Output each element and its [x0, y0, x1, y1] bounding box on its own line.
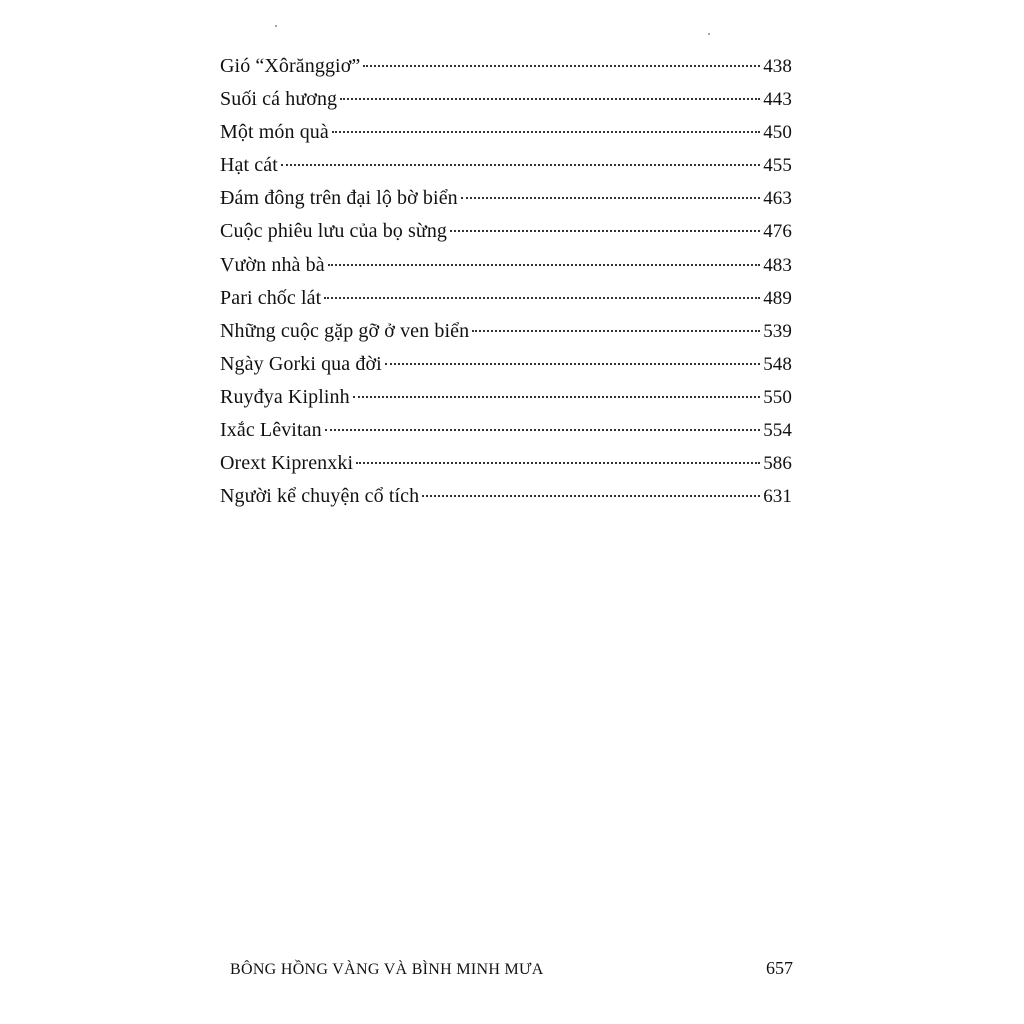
- toc-entry: [220, 83, 792, 116]
- toc-entry: [220, 182, 792, 215]
- dot-leader: [332, 131, 760, 133]
- toc-entry-page: 438: [763, 56, 792, 77]
- dot-leader: [422, 495, 760, 497]
- toc-entry-title: Ixắc Lêvitan: [220, 419, 322, 442]
- dot-leader: [472, 330, 760, 332]
- toc-entry-page: 554: [763, 420, 792, 442]
- toc-entry-title: Suối cá hương: [220, 88, 338, 111]
- toc-entry: [220, 215, 792, 248]
- toc-entry-title: Những cuộc gặp gỡ ở ven biển: [220, 319, 470, 342]
- toc-entry-page: 443: [763, 89, 792, 111]
- toc-entry: [220, 381, 792, 414]
- toc-entry-page: 539: [763, 320, 792, 342]
- toc-entry-page: 631: [763, 486, 792, 508]
- dot-leader: [340, 98, 760, 100]
- toc-entry-page: 463: [763, 188, 792, 210]
- toc-entry-title: Người kể chuyện cổ tích: [220, 485, 420, 508]
- toc-entry-title: Ruyđya Kiplinh: [220, 385, 350, 408]
- dot-leader: [324, 297, 760, 299]
- dot-leader: [363, 65, 760, 67]
- toc-entry-title: Vườn nhà bà: [220, 253, 325, 276]
- toc-entry-page: 586: [763, 453, 792, 475]
- toc-entry-title: Cuộc phiêu lưu của bọ sừng: [220, 220, 448, 243]
- toc-entry: [220, 348, 792, 381]
- print-speck: [708, 33, 710, 35]
- toc-entry-page: 483: [763, 254, 792, 276]
- toc-entry-page: 450: [763, 122, 792, 144]
- toc-entry-title: Hạt cát: [220, 154, 278, 177]
- dot-leader: [450, 230, 760, 232]
- toc-entry-page: 476: [763, 221, 792, 243]
- dot-leader: [353, 396, 760, 398]
- toc-entry-page: 489: [763, 287, 792, 309]
- toc-entry: [220, 315, 792, 348]
- toc-entry-title: Một món quà: [220, 121, 329, 144]
- toc-entry-title: Orext Kiprenxki: [220, 452, 354, 475]
- toc-entry-title: Đám đông trên đại lộ bờ biển: [220, 187, 458, 210]
- footer-page-number: 657: [766, 958, 793, 978]
- toc-entry: [220, 149, 792, 182]
- toc-entry: [220, 447, 792, 480]
- table-of-contents: [220, 50, 792, 513]
- toc-entry-page: 455: [763, 155, 792, 177]
- toc-entry-page: 548: [763, 353, 792, 375]
- dot-leader: [328, 264, 760, 266]
- dot-leader: [325, 429, 760, 431]
- toc-entry-title: Pari chốc lát: [220, 286, 322, 309]
- dot-leader: [461, 197, 760, 199]
- toc-entry: [220, 414, 792, 447]
- toc-entry: [220, 50, 792, 83]
- toc-entry: [220, 480, 792, 513]
- toc-entry: [220, 249, 792, 282]
- toc-entry-title: Ngày Gorki qua đời: [220, 352, 382, 375]
- dot-leader: [385, 363, 760, 365]
- toc-entry-title: Gió “Xôrănggiơ”: [220, 55, 361, 77]
- dot-leader: [281, 164, 760, 166]
- running-footer-title: BÔNG HỒNG VÀNG VÀ BÌNH MINH MƯA: [230, 961, 544, 978]
- toc-entry: [220, 116, 792, 149]
- toc-entry: [220, 282, 792, 315]
- print-speck: [275, 25, 277, 27]
- toc-entry-page: 550: [763, 386, 792, 408]
- dot-leader: [356, 462, 760, 464]
